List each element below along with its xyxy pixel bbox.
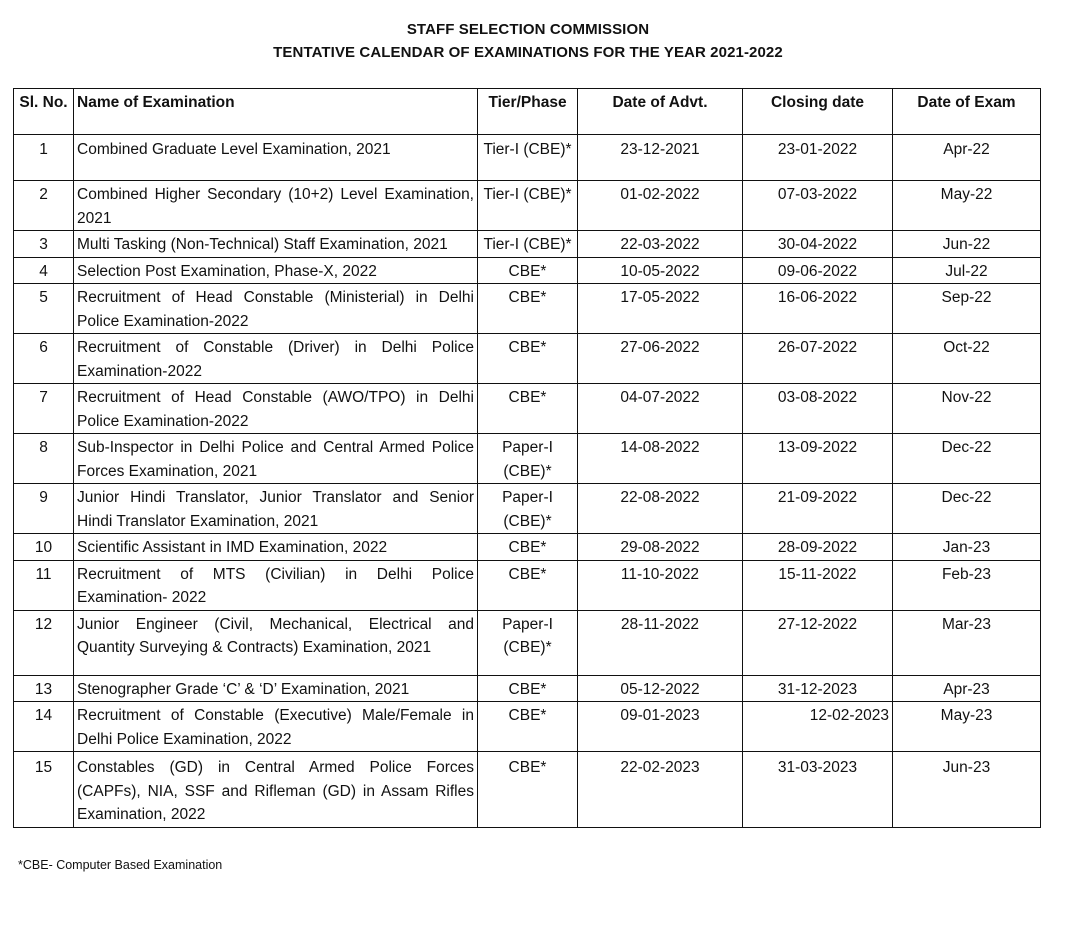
table-row bbox=[14, 384, 1041, 434]
tier-cell: CBE* bbox=[478, 560, 578, 610]
closing-date-cell: 31-03-2023 bbox=[743, 752, 893, 828]
advt-date-cell: 05-12-2022 bbox=[578, 675, 743, 702]
closing-date-cell: 23-01-2022 bbox=[743, 135, 893, 181]
exam-date-cell: Jan-23 bbox=[893, 534, 1041, 561]
advt-date-cell: 22-08-2022 bbox=[578, 484, 743, 534]
sl-no-cell: 3 bbox=[14, 231, 74, 258]
tier-cell: Paper-I (CBE)* bbox=[478, 484, 578, 534]
exam-name-cell: Junior Hindi Translator, Junior Translator and Senior Hindi Translator Examination, 2021 bbox=[74, 484, 478, 534]
advt-date-cell: 27-06-2022 bbox=[578, 334, 743, 384]
tier-cell: CBE* bbox=[478, 257, 578, 284]
exam-name-cell: Scientific Assistant in IMD Examination, 2022 bbox=[74, 534, 478, 561]
advt-date-cell: 23-12-2021 bbox=[578, 135, 743, 181]
sl-no-cell: 4 bbox=[14, 257, 74, 284]
advt-date-cell: 01-02-2022 bbox=[578, 181, 743, 231]
sl-no-cell: 2 bbox=[14, 181, 74, 231]
exam-name-cell: Constables (GD) in Central Armed Police Forces (CAPFs), NIA, SSF and Rifleman (GD) in Assam Rifles Examination, 2022 bbox=[74, 752, 478, 828]
advt-date-cell: 22-02-2023 bbox=[578, 752, 743, 828]
tier-cell: CBE* bbox=[478, 702, 578, 752]
exam-date-cell: May-22 bbox=[893, 181, 1041, 231]
table-row bbox=[14, 534, 1041, 561]
closing-date-cell: 12-02-2023 bbox=[743, 702, 893, 752]
tier-cell: Paper-I (CBE)* bbox=[478, 610, 578, 675]
table-row bbox=[14, 135, 1041, 181]
exam-name-cell: Multi Tasking (Non-Technical) Staff Examination, 2021 bbox=[74, 231, 478, 258]
exam-name-cell: Combined Graduate Level Examination, 2021 bbox=[74, 135, 478, 181]
table-row bbox=[14, 434, 1041, 484]
examination-calendar-table bbox=[13, 88, 1041, 828]
closing-date-cell: 13-09-2022 bbox=[743, 434, 893, 484]
sl-no-cell: 6 bbox=[14, 334, 74, 384]
tier-cell: CBE* bbox=[478, 334, 578, 384]
closing-date-cell: 28-09-2022 bbox=[743, 534, 893, 561]
sl-no-cell: 5 bbox=[14, 284, 74, 334]
closing-date-cell: 07-03-2022 bbox=[743, 181, 893, 231]
exam-date-cell: Apr-23 bbox=[893, 675, 1041, 702]
table-row bbox=[14, 484, 1041, 534]
table-row bbox=[14, 334, 1041, 384]
advt-date-cell: 11-10-2022 bbox=[578, 560, 743, 610]
exam-date-cell: Jun-23 bbox=[893, 752, 1041, 828]
advt-date-cell: 09-01-2023 bbox=[578, 702, 743, 752]
table-row bbox=[14, 702, 1041, 752]
exam-name-cell: Recruitment of Head Constable (AWO/TPO) in Delhi Police Examination-2022 bbox=[74, 384, 478, 434]
column-header-closing-date: Closing date bbox=[743, 89, 893, 135]
closing-date-cell: 31-12-2023 bbox=[743, 675, 893, 702]
exam-date-cell: Oct-22 bbox=[893, 334, 1041, 384]
sl-no-cell: 13 bbox=[14, 675, 74, 702]
table-row bbox=[14, 257, 1041, 284]
sl-no-cell: 14 bbox=[14, 702, 74, 752]
tier-cell: CBE* bbox=[478, 384, 578, 434]
sl-no-cell: 9 bbox=[14, 484, 74, 534]
column-header-name: Name of Examination bbox=[74, 89, 478, 135]
table-row bbox=[14, 181, 1041, 231]
footnote: *CBE- Computer Based Examination bbox=[18, 858, 223, 872]
tier-cell: Tier-I (CBE)* bbox=[478, 231, 578, 258]
advt-date-cell: 29-08-2022 bbox=[578, 534, 743, 561]
exam-date-cell: Jun-22 bbox=[893, 231, 1041, 258]
closing-date-cell: 30-04-2022 bbox=[743, 231, 893, 258]
exam-name-cell: Recruitment of Constable (Executive) Male/Female in Delhi Police Examination, 2022 bbox=[74, 702, 478, 752]
sl-no-cell: 15 bbox=[14, 752, 74, 828]
column-header-tier: Tier/Phase bbox=[478, 89, 578, 135]
exam-date-cell: Nov-22 bbox=[893, 384, 1041, 434]
tier-cell: CBE* bbox=[478, 284, 578, 334]
sl-no-cell: 12 bbox=[14, 610, 74, 675]
sl-no-cell: 7 bbox=[14, 384, 74, 434]
organization-title: STAFF SELECTION COMMISSION bbox=[406, 21, 650, 38]
table-row bbox=[14, 231, 1041, 258]
tier-cell: CBE* bbox=[478, 534, 578, 561]
exam-date-cell: Feb-23 bbox=[893, 560, 1041, 610]
exam-name-cell: Junior Engineer (Civil, Mechanical, Electrical and Quantity Surveying & Contracts) Examination, 2021 bbox=[74, 610, 478, 675]
advt-date-cell: 10-05-2022 bbox=[578, 257, 743, 284]
exam-name-cell: Combined Higher Secondary (10+2) Level Examination, 2021 bbox=[74, 181, 478, 231]
sl-no-cell: 1 bbox=[14, 135, 74, 181]
exam-date-cell: May-23 bbox=[893, 702, 1041, 752]
exam-date-cell: Sep-22 bbox=[893, 284, 1041, 334]
exam-date-cell: Dec-22 bbox=[893, 434, 1041, 484]
exam-name-cell: Recruitment of Head Constable (Ministerial) in Delhi Police Examination-2022 bbox=[74, 284, 478, 334]
closing-date-cell: 03-08-2022 bbox=[743, 384, 893, 434]
closing-date-cell: 26-07-2022 bbox=[743, 334, 893, 384]
table-row bbox=[14, 752, 1041, 828]
advt-date-cell: 14-08-2022 bbox=[578, 434, 743, 484]
exam-name-cell: Stenographer Grade ‘C’ & ‘D’ Examination, 2021 bbox=[74, 675, 478, 702]
exam-date-cell: Mar-23 bbox=[893, 610, 1041, 675]
exam-name-cell: Recruitment of MTS (Civilian) in Delhi Police Examination- 2022 bbox=[74, 560, 478, 610]
tier-cell: Tier-I (CBE)* bbox=[478, 181, 578, 231]
tier-cell: Paper-I (CBE)* bbox=[478, 434, 578, 484]
exam-name-cell: Sub-Inspector in Delhi Police and Central Armed Police Forces Examination, 2021 bbox=[74, 434, 478, 484]
column-header-sl-no: Sl. No. bbox=[14, 89, 74, 135]
advt-date-cell: 17-05-2022 bbox=[578, 284, 743, 334]
tier-cell: CBE* bbox=[478, 752, 578, 828]
closing-date-cell: 21-09-2022 bbox=[743, 484, 893, 534]
advt-date-cell: 04-07-2022 bbox=[578, 384, 743, 434]
sl-no-cell: 8 bbox=[14, 434, 74, 484]
advt-date-cell: 28-11-2022 bbox=[578, 610, 743, 675]
table-row bbox=[14, 610, 1041, 675]
exam-date-cell: Apr-22 bbox=[893, 135, 1041, 181]
table-row bbox=[14, 284, 1041, 334]
table-header-row bbox=[14, 89, 1041, 135]
table-body bbox=[14, 135, 1041, 828]
advt-date-cell: 22-03-2022 bbox=[578, 231, 743, 258]
page-header bbox=[0, 18, 1056, 64]
sl-no-cell: 10 bbox=[14, 534, 74, 561]
table-row bbox=[14, 675, 1041, 702]
exam-name-cell: Selection Post Examination, Phase-X, 2022 bbox=[74, 257, 478, 284]
exam-date-cell: Dec-22 bbox=[893, 484, 1041, 534]
table-row bbox=[14, 560, 1041, 610]
tier-cell: CBE* bbox=[478, 675, 578, 702]
closing-date-cell: 16-06-2022 bbox=[743, 284, 893, 334]
closing-date-cell: 15-11-2022 bbox=[743, 560, 893, 610]
column-header-advt-date: Date of Advt. bbox=[578, 89, 743, 135]
document-title: TENTATIVE CALENDAR OF EXAMINATIONS FOR THE YEAR 2021-2022 bbox=[273, 44, 783, 61]
exam-name-cell: Recruitment of Constable (Driver) in Delhi Police Examination-2022 bbox=[74, 334, 478, 384]
exam-date-cell: Jul-22 bbox=[893, 257, 1041, 284]
column-header-exam-date: Date of Exam bbox=[893, 89, 1041, 135]
tier-cell: Tier-I (CBE)* bbox=[478, 135, 578, 181]
closing-date-cell: 27-12-2022 bbox=[743, 610, 893, 675]
closing-date-cell: 09-06-2022 bbox=[743, 257, 893, 284]
sl-no-cell: 11 bbox=[14, 560, 74, 610]
